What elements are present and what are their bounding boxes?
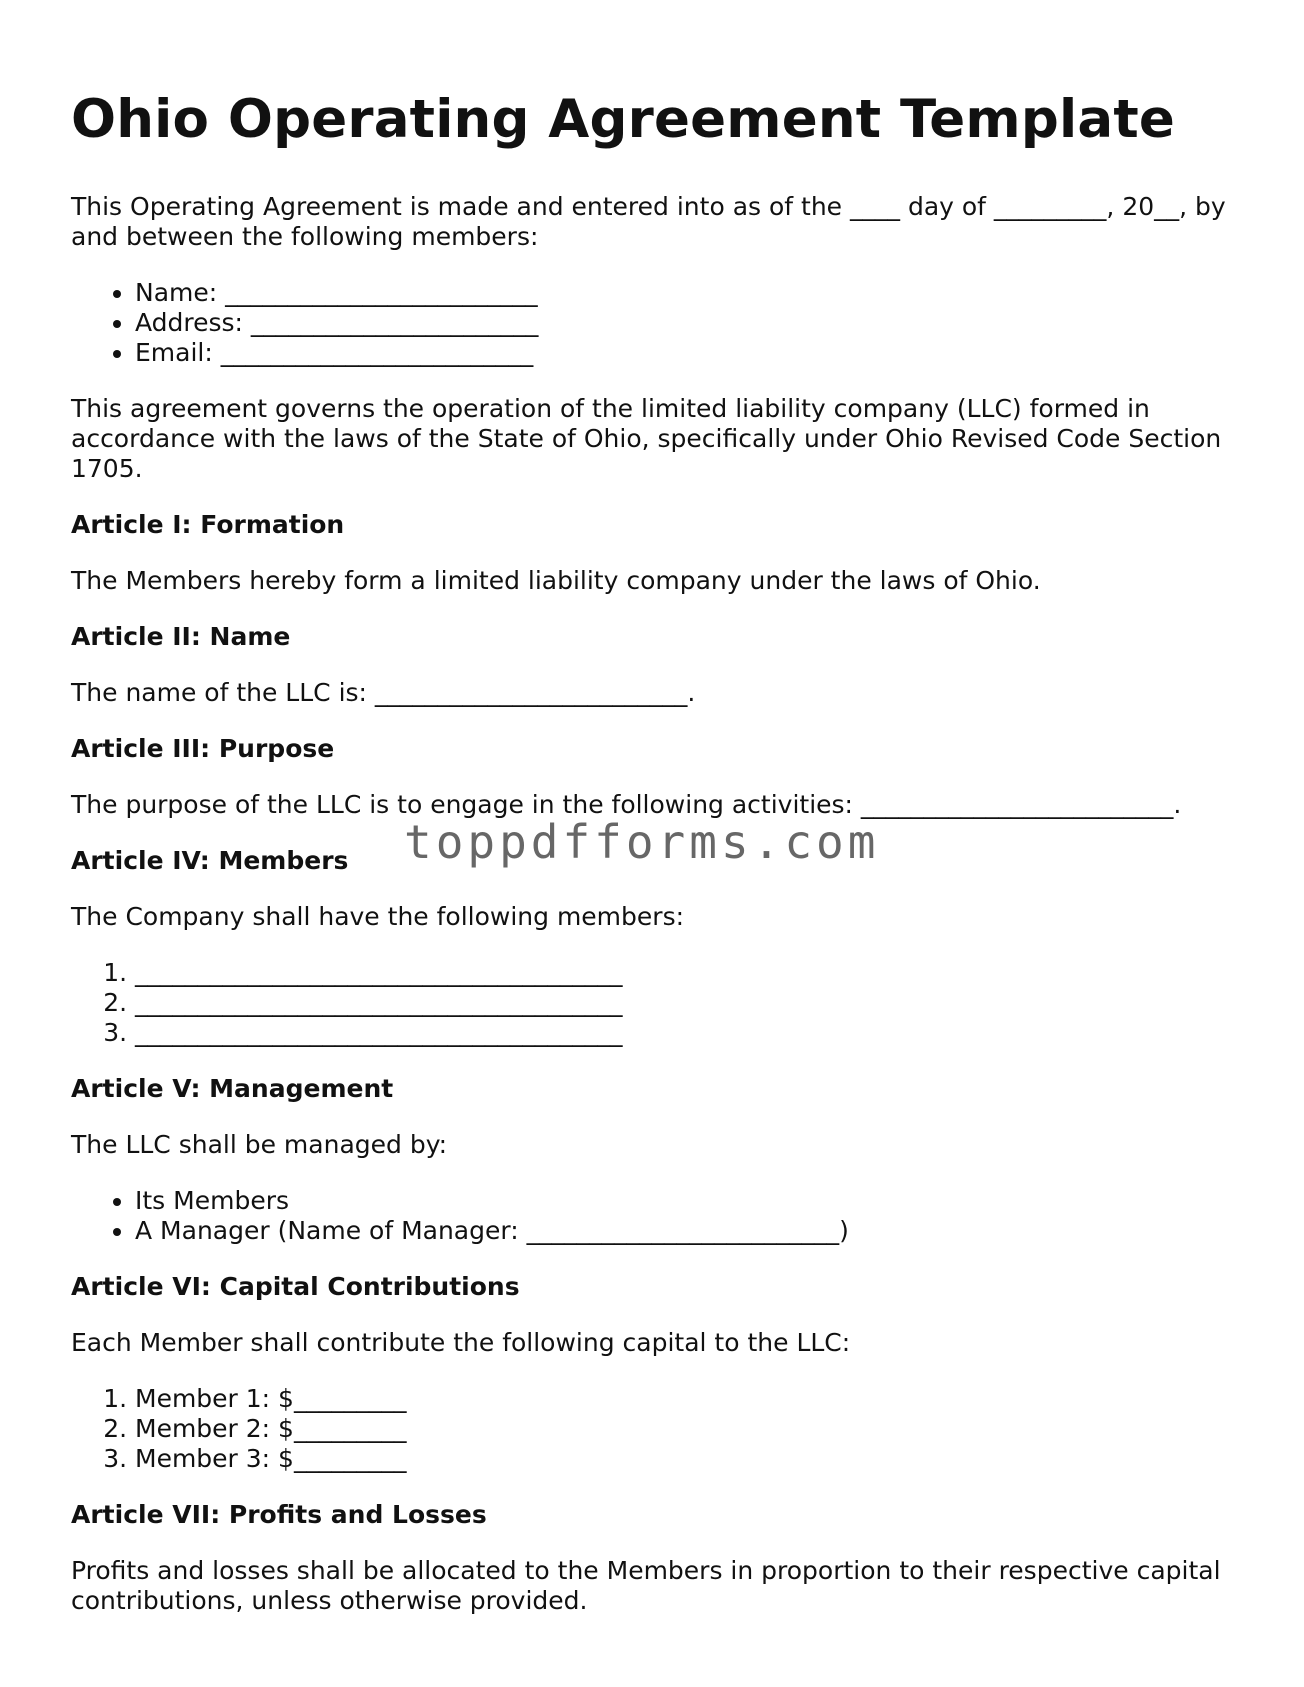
article-purpose-text: The purpose of the LLC is to engage in the following activities: _________________________.: [71, 790, 1182, 819]
article-formation-text: The Members hereby form a limited liability company under the laws of Ohio.: [71, 566, 1041, 595]
article-purpose-heading: Article III: Purpose: [71, 734, 335, 763]
management-options-list: [71, 1186, 1241, 1246]
article-formation-heading: Article I: Formation: [71, 510, 345, 539]
governance-paragraph: This agreement governs the operation of the limited liability company (LLC) formed in accordance with the laws of the State of Ohio, specifically under Ohio Revised Code Section 1705.: [71, 394, 1222, 483]
capital-list: [71, 1384, 1241, 1474]
article-profits-text: Profits and losses shall be allocated to the Members in proportion to their respective capital contributions, unless otherwise provided.: [71, 1556, 1221, 1615]
member-fields-list: [71, 278, 1241, 368]
management-option-members: • Its Members: [135, 1186, 1241, 1216]
member-address-field: • Address: _______________________: [135, 308, 1241, 338]
members-list: [71, 958, 1241, 1048]
member-line-2: 2. _______________________________________: [135, 988, 1241, 1018]
article-capital-text: Each Member shall contribute the following capital to the LLC:: [71, 1328, 851, 1357]
article-management-heading: Article V: Management: [71, 1074, 394, 1103]
capital-member-2: 2. Member 2: $_________: [135, 1414, 1241, 1444]
watermark: toppdfforms.com: [404, 815, 880, 869]
member-email-field: • Email: _________________________: [135, 338, 1241, 368]
article-members-heading: Article IV: Members: [71, 846, 349, 875]
article-name-text: The name of the LLC is: _________________________.: [71, 678, 696, 707]
intro-paragraph: This Operating Agreement is made and entered into as of the ____ day of _________, 20__, by and between the following members:: [71, 192, 1226, 251]
management-option-manager: • A Manager (Name of Manager: _________________________): [135, 1216, 1241, 1246]
article-members-text: The Company shall have the following members:: [71, 902, 685, 931]
capital-member-1: 1. Member 1: $_________: [135, 1384, 1241, 1414]
capital-member-3: 3. Member 3: $_________: [135, 1444, 1241, 1474]
member-line-3: 3. _______________________________________: [135, 1018, 1241, 1048]
article-name-heading: Article II: Name: [71, 622, 291, 651]
document-title: Ohio Operating Agreement Template: [71, 89, 1175, 150]
member-name-field: • Name: _________________________: [135, 278, 1241, 308]
member-line-1: 1. _______________________________________: [135, 958, 1241, 988]
article-capital-heading: Article VI: Capital Contributions: [71, 1272, 520, 1301]
article-profits-heading: Article VII: Profits and Losses: [71, 1500, 487, 1529]
article-management-text: The LLC shall be managed by:: [71, 1130, 448, 1159]
